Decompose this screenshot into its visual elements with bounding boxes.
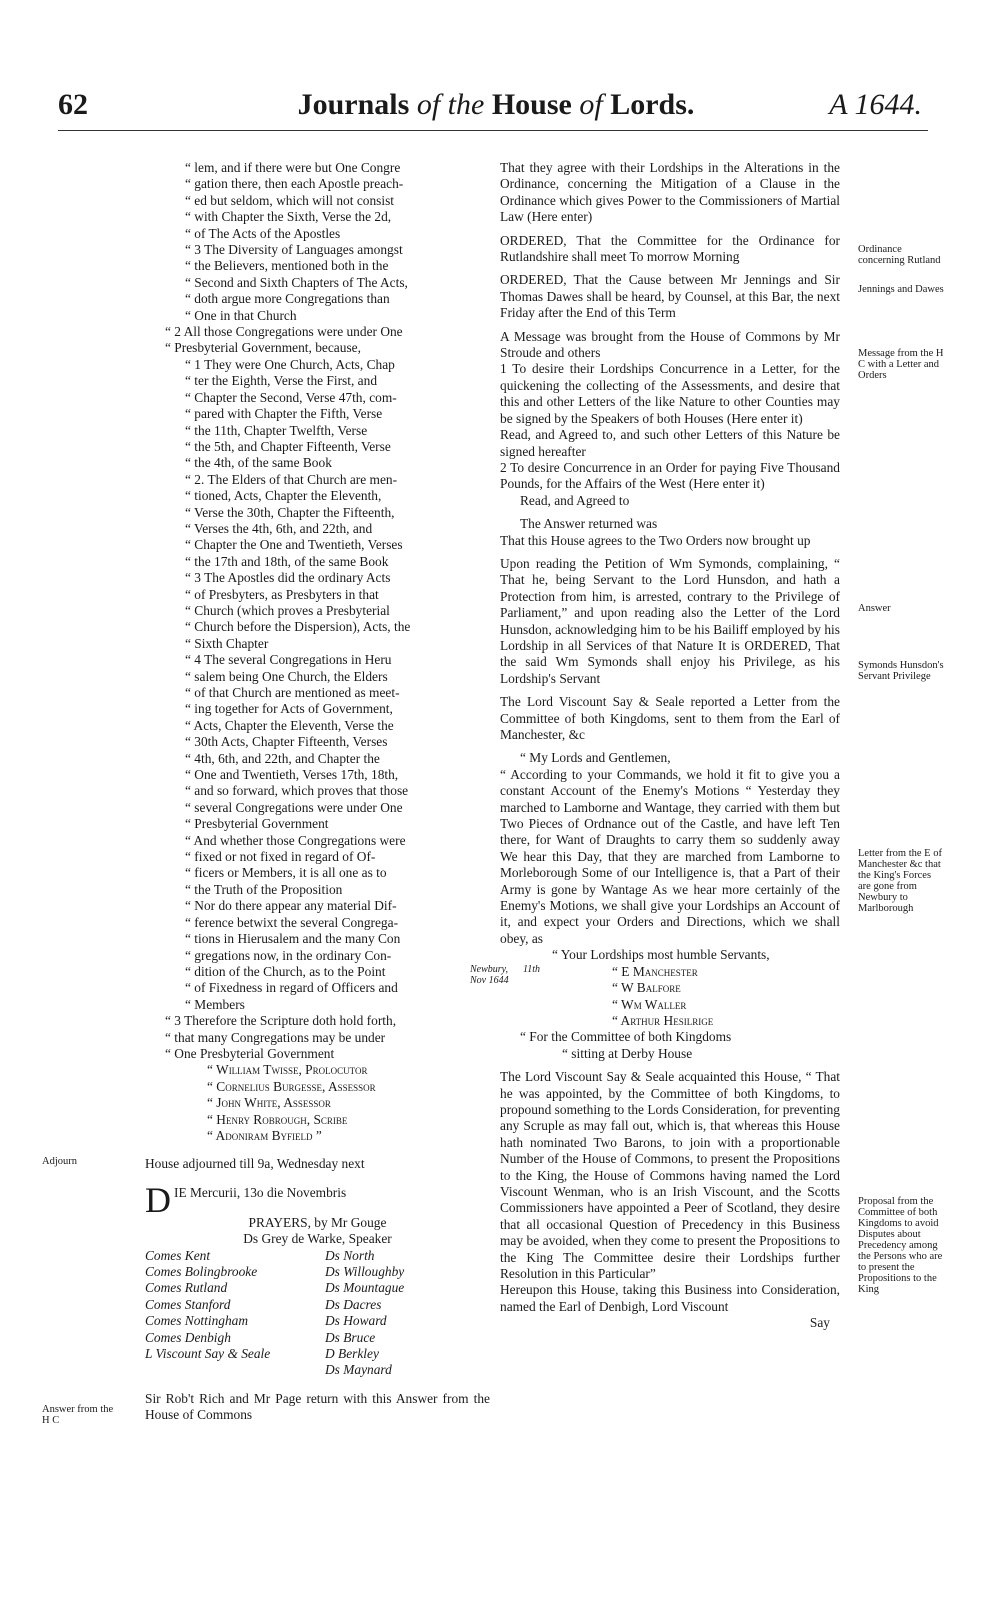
letter-close: “ Your Lordships most humble Servants, [552,947,770,963]
quoted-line: “ gregations now, in the ordinary Con- [185,947,392,963]
signatory: “ Adoniram Byfield ” [207,1127,322,1143]
letter-body: “ According to your Commands, we hold it fit to give you a constant Account of the Enemy's Motions “ Yesterday they marched to Lamborne and Wantage, they carried with them but Two Pieces of Ordnance out of the Castle, and have left Ten there, for Want of Draughts to carry them so suddenly away We hear this Day, that they are marched from Lamborne to Morleborough Some of our Intelligence is, that a Part of their Army is gone by Wantage As we hear more certainly of the Enemy's Motions, we shall give your Lordships an Account of it, and expect your Orders and Directions, which we shall obey, as [500,766,840,946]
quoted-line: “ the 5th, and Chapter Fifteenth, Verse [185,438,391,454]
title-part: of [579,88,603,121]
attendee: Comes Nottingham [145,1313,249,1329]
quoted-line: “ 3 The Diversity of Languages amongst [185,242,403,258]
header-rule [58,130,928,131]
letter-signer: “ Wm Waller [612,996,687,1012]
quoted-line: “ with Chapter the Sixth, Verse the 2d, [185,209,392,225]
quoted-line: “ Sixth Chapter [185,635,269,651]
quoted-line: “ 2. The Elders of that Church are men- [185,471,398,487]
paragraph: 1 To desire their Lordships Concurrence in a Letter, for the quickening the collecting of the Assessments, and desire that this and other Letters of the like Nature to other Counties may be signed by the Speakers of both Houses (Here enter it) [500,361,840,426]
quoted-line: “ Acts, Chapter the Eleventh, Verse the [185,717,394,733]
signatory: “ John White, Assessor [207,1095,331,1111]
quoted-line: “ several Congregations were under One [185,799,403,815]
quoted-line: “ One in that Church [185,307,297,323]
quoted-line: “ salem being One Church, the Elders [185,668,388,684]
quoted-line: “ Nor do there appear any material Dif- [185,898,397,914]
margin-note-proposal: Proposal from the Committee of both Kingdoms to avoid Disputes about Precedency among the Persons who are to present the Propositions to the King [858,1196,943,1295]
attendee: Comes Rutland [145,1280,228,1296]
quoted-line: “ that many Congregations may be under [165,1029,386,1045]
paragraph: The Lord Viscount Say & Seale acquainted this House, “ That he was appointed, by the Committee of both Kingdoms, to propound something to the Lords Consideration, for preventing any Scruple as may fall out, which is, that whereas this House hath nominated Two Barons, to join with a proportionable Number of the House of Commons, to present the Propositions to the King, the House of Commons having named the Lord Viscount Wenman, who is an Irish Viscount, and the Scotts Commissioners have appointed a Peer of Scotland, they desire that all occasional Question of Precedency in this Business may be avoided, when they come to present the Propositions to the King The Committee desire their Lordships further Resolution in this Particular” [500,1069,840,1281]
catchword: Say [809,1315,830,1331]
quoted-line: “ ing together for Acts of Government, [185,701,393,717]
attendee: Ds Dacres [325,1296,382,1312]
attendee: Ds North [325,1247,375,1263]
attendee [145,1362,325,1378]
title-part: House [484,88,580,121]
quoted-line: “ 1 They were One Church, Acts, Chap [185,356,395,372]
margin-note-ordinance: Ordinance concerning Rutland [858,244,941,266]
attendee: Comes Stanford [145,1296,231,1312]
paragraph: That this House agrees to the Two Orders now brought up [500,532,811,548]
quoted-line: “ fixed or not fixed in regard of Of- [185,849,376,865]
quoted-line: “ and so forward, which proves that those [185,783,409,799]
margin-note-letter: Letter from the E of Manchester &c that the King's Forces are gone from Newbury to Marlborough [858,848,942,914]
title-part: of the [416,88,485,121]
attendee: Comes Kent [145,1247,211,1263]
paragraph: That they agree with their Lordships in the Alterations in the Ordinance, concerning the Mitigation of a Clause in the Ordinance which gives Power to the Commissioners of Martial Law (Here enter) [500,160,840,225]
attendee: Ds Howard [325,1313,387,1329]
paragraph: Hereupon this House, taking this Business into Consideration, named the Earl of Denbigh, Lord Viscount [500,1282,840,1314]
quoted-line: “ of Fixedness in regard of Officers and [185,980,398,996]
quoted-line: “ lem, and if there were but One Congre [185,160,401,175]
quoted-line: “ ter the Eighth, Verse the First, and [185,373,378,389]
quoted-line: “ Verses the 4th, 6th, and 22th, and [185,520,373,536]
answer-paragraph: Sir Rob't Rich and Mr Page return with this Answer from the House of Commons [145,1390,490,1423]
quoted-line: “ One and Twentieth, Verses 17th, 18th, [185,767,399,783]
quoted-line: “ doth argue more Congregations than [185,291,390,307]
quoted-line: “ And whether those Congregations were [185,832,406,848]
quoted-line: “ Chapter the Second, Verse 47th, com- [185,389,397,405]
margin-note-answer: Answer from the H C [42,1404,114,1426]
quoted-line: “ the 17th and 18th, of the same Book [185,553,389,569]
quoted-line: “ ference betwixt the several Congrega- [185,914,399,930]
attendee: Ds Willoughby [325,1264,405,1279]
letter-signatories [500,964,840,1030]
paragraph: A Message was brought from the House of Commons by Mr Stroude and others [500,328,840,361]
quoted-line: “ pared with Chapter the Fifth, Verse [185,406,383,422]
quoted-line: “ Church before the Dispersion), Acts, the [185,619,411,635]
quoted-line: “ 2 All those Congregations were under One [165,324,403,340]
adjournment-line: House adjourned till 9a, Wednesday next [145,1156,365,1172]
letter-salutation: “ My Lords and Gentlemen, [520,750,671,766]
attendance-list [145,1248,490,1379]
letter-signer: “ Arthur Hesilrige [612,1012,714,1028]
paragraph: The Answer returned was [520,516,658,532]
date-heading [145,1179,490,1220]
quoted-line: “ tioned, Acts, Chapter the Eleventh, [185,488,382,504]
paragraph: ORDERED, That the Cause between Mr Jennings and Sir Thomas Dawes shall be heard, by Counsel, at this Bar, the next Friday after the End of this Term [500,272,840,321]
quoted-line: “ the Believers, mentioned both in the [185,258,389,274]
quoted-line: “ the 11th, Chapter Twelfth, Verse [185,422,368,438]
assembly-signatories [145,1062,490,1144]
quoted-line: “ Second and Sixth Chapters of The Acts, [185,274,408,290]
quoted-line: “ Presbyterial Government [185,816,329,832]
page-number: 62 [58,88,88,121]
quoted-line: “ Presbyterial Government, because, [165,340,361,356]
quoted-line: “ of that Church are mentioned as meet- [185,685,400,700]
title-part: Lords. [602,88,695,121]
attendee: Ds Maynard [325,1362,392,1378]
letter-signer: “ W Balfore [612,980,681,996]
speaker-line: Ds Grey de Warke, Speaker [243,1231,392,1247]
attendee: L Viscount Say & Seale [145,1346,271,1362]
quoted-line: “ 30th Acts, Chapter Fifteenth, Verses [185,734,388,750]
paragraph: Read, and Agreed to, and such other Letters of this Nature be signed hereafter [500,427,840,459]
quoted-line: “ Church (which proves a Presbyterial [185,602,390,618]
attendee: D Berkley [325,1346,379,1362]
quoted-line: “ Chapter the One and Twentieth, Verses [185,537,403,553]
quoted-line: “ of The Acts of the Apostles [185,225,341,241]
drop-cap: D [145,1179,171,1220]
left-column-quoted-text [145,160,490,1062]
paragraph: Read, and Agreed to [520,492,630,508]
attendee: Comes Bolingbrooke [145,1264,258,1279]
quoted-line: “ the 4th, of the same Book [185,455,332,471]
quoted-line: “ of Presbyters, as Presbyters in that [185,586,379,602]
paragraph: 2 To desire Concurrence in an Order for paying Five Thousand Pounds, for the Affairs of the West (Here enter it) [500,459,840,492]
quoted-line: “ 3 Therefore the Scripture doth hold forth, [165,1013,397,1029]
quoted-line: “ One Presbyterial Government [165,1045,335,1061]
margin-note-message: Message from the H C with a Letter and Orders [858,348,944,381]
year-heading: A 1644. [829,88,922,121]
quoted-line: “ Members [185,996,245,1012]
right-column [470,160,840,1332]
letter-direction: “ For the Committee of both Kingdoms [520,1029,732,1045]
attendee: Ds Mountague [325,1280,405,1296]
signatory: “ Henry Robrough, Scribe [207,1111,348,1127]
quoted-line: “ the Truth of the Proposition [185,881,343,897]
left-column [145,160,490,1424]
attendee: Ds Bruce [325,1329,376,1345]
letter-date: Newbury, 11th Nov 1644 [470,963,540,986]
paragraph: The Lord Viscount Say & Seale reported a Letter from the Committee of both Kingdoms, sent to them from the Earl of Manchester, &c [500,694,840,742]
paragraph: ORDERED, That the Committee for the Ordinance for Rutlandshire shall meet To morrow Morning [500,232,840,265]
margin-note-adjourn: Adjourn [42,1156,77,1167]
quoted-line: “ dition of the Church, as to the Point [185,963,386,979]
date-heading-text: IE Mercurii, 13o die Novembris [174,1184,347,1200]
quoted-line: “ 4 The several Congregations in Heru [185,652,392,668]
quoted-line: “ 3 The Apostles did the ordinary Acts [185,570,391,586]
signatory: “ William Twisse, Prolocutor [207,1062,368,1078]
margin-note-symonds: Symonds Hunsdon's Servant Privilege [858,660,944,682]
quoted-line: “ tions in Hierusalem and the many Con [185,931,401,947]
letter-signer: “ E Manchester [612,963,698,979]
quoted-line: “ ficers or Members, it is all one as to [185,865,387,881]
attendee: Comes Denbigh [145,1329,231,1345]
quoted-line: “ 4th, 6th, and 22th, and Chapter the [185,750,380,766]
prayers-line: PRAYERS, by Mr Gouge [248,1214,387,1230]
title-part: Journals [297,88,417,121]
letter-direction: “ sitting at Derby House [562,1045,693,1061]
quoted-line: “ Verse the 30th, Chapter the Fifteenth, [185,504,395,520]
quoted-line: “ ed but seldom, which will not consist [185,192,395,208]
quoted-line: “ gation there, then each Apostle preach- [185,176,404,192]
signatory: “ Cornelius Burgesse, Assessor [207,1078,376,1094]
margin-note-jennings: Jennings and Dawes [858,284,944,295]
margin-note-answer2: Answer [858,603,891,614]
paragraph: Upon reading the Petition of Wm Symonds, complaining, “ That he, being Servant to the Lord Hunsdon, and hath a Protection from him, is arrested, contrary to the Privilege of Parliament,” and upon reading also the Letter of the Lord Hunsdon, acknowledging him to be his Bailiff employed by his Lordship in all Services of that Nature It is ORDERED, That the said Wm Symonds shall enjoy his Privilege, as his Lordship's Servant [500,555,840,686]
